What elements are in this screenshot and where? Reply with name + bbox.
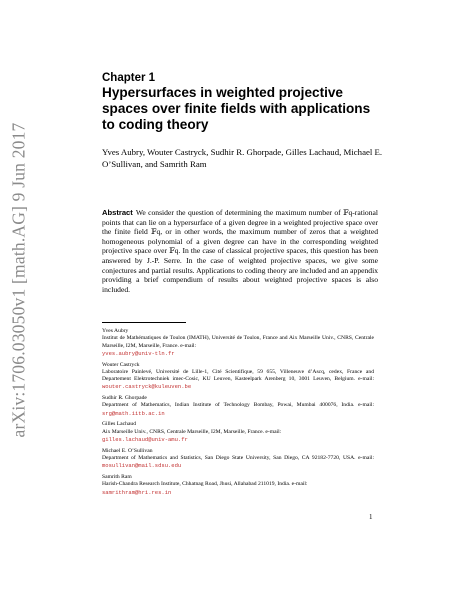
affiliation-address: Laboratoire Painlevé, Université de Lille-1, Cité Scientifique, 59 655, Villeneuve d’Ascq, cedex, France and Departement Elektrotechniek imec-Cosic, KU Leuven, Kasteelpark Arenberg 10, 3001 Leuven, Belgium. e-mail: wouter.castryck@kuleuven.be — [102, 368, 374, 391]
abstract-text: We consider the question of determining the maximum number of 𝔽q-rational points that can lie on a hypersurface of a given degree in a weighted projective space over the finite field 𝔽q, or in other words, the maximum number of zeros that a weighted homogeneous polynomial of a given degree can have in the corresponding weighted projective space over 𝔽q. In the case of classical projective spaces, this question has been answered by J.-P. Serre. In the case of weighted projective spaces, we give some conjectures and partial results. Applications to coding theory are included and an appendix providing a brief compendium of results about weighted projective spaces is also included. — [102, 208, 378, 294]
affiliation-email[interactable]: yves.aubry@univ-tln.fr — [102, 349, 175, 357]
arxiv-identifier: arXiv:1706.03050v1 [math.AG] 9 Jun 2017 — [8, 122, 29, 437]
affiliation-entry — [102, 474, 374, 497]
affiliation-author-name: Wouter Castryck — [102, 361, 140, 368]
affiliation-address: Aix Marseille Univ., CNRS, Centrale Marseille, I2M, Marseille, France. e-mail: gilles.lachaud@univ-amu.fr — [102, 428, 282, 444]
chapter-label: Chapter 1 — [102, 72, 156, 84]
affiliation-author-name: Samrith Ram — [102, 474, 132, 480]
affiliation-email[interactable]: samrithram@hri.res.in — [102, 488, 172, 496]
author-list: Yves Aubry, Wouter Castryck, Sudhir R. Ghorpade, Gilles Lachaud, Michael E. O’Sullivan, and Samrith Ram — [102, 147, 383, 169]
affiliation-address: Harish-Chandra Research Institute, Chhatnag Road, Jhusi, Allahabad 211019, India. e-mail: samrithram@hri.res.in — [102, 481, 308, 496]
affiliation-email[interactable]: mosullivan@mail.sdsu.edu — [102, 462, 182, 470]
affiliation-entry — [102, 395, 374, 418]
abstract-label: Abstract — [102, 208, 133, 217]
affiliation-email[interactable]: srg@math.iitb.ac.in — [102, 409, 165, 417]
page-number: 1 — [369, 513, 373, 521]
affiliation-email[interactable]: wouter.castryck@kuleuven.be — [102, 383, 192, 391]
affiliation-address: Institut de Mathématiques de Toulon (IMATH), Université de Toulon, France and Aix Marseille Univ., CNRS, Centrale Marseille, I2M, Marseille, France. e-mail: yves.aubry@univ-tln.fr — [102, 335, 374, 357]
arxiv-sidebar-stamp — [2, 122, 36, 437]
affiliation-address: Department of Mathematics and Statistics, San Diego State University, San Diego, CA 92182-7720, USA. e-mail: mosullivan@mail.sdsu.edu — [102, 455, 374, 470]
affiliation-author-name: Gilles Lachaud — [102, 421, 137, 428]
affiliation-entry — [102, 448, 374, 471]
affiliation-author-name: Michael E. O’Sullivan — [102, 447, 153, 454]
affiliation-email[interactable]: gilles.lachaud@univ-amu.fr — [102, 436, 188, 444]
affiliation-author-name: Yves Aubry — [102, 328, 129, 334]
affiliation-address: Department of Mathematics, Indian Institute of Technology Bombay, Powai, Mumbai 400076, India. e-mail: srg@math.iitb.ac.in — [102, 402, 374, 417]
author-affiliations — [102, 328, 374, 500]
chapter-title: Hypersurfaces in weighted projective spaces over finite fields with applications to coding theory — [102, 85, 371, 133]
affiliation-author-name: Sudhir R. Ghorpade — [102, 395, 147, 402]
footnote-rule — [102, 322, 186, 323]
affiliation-entry — [102, 421, 374, 444]
abstract — [102, 208, 378, 294]
affiliation-entry — [102, 362, 374, 392]
affiliation-entry — [102, 328, 374, 358]
